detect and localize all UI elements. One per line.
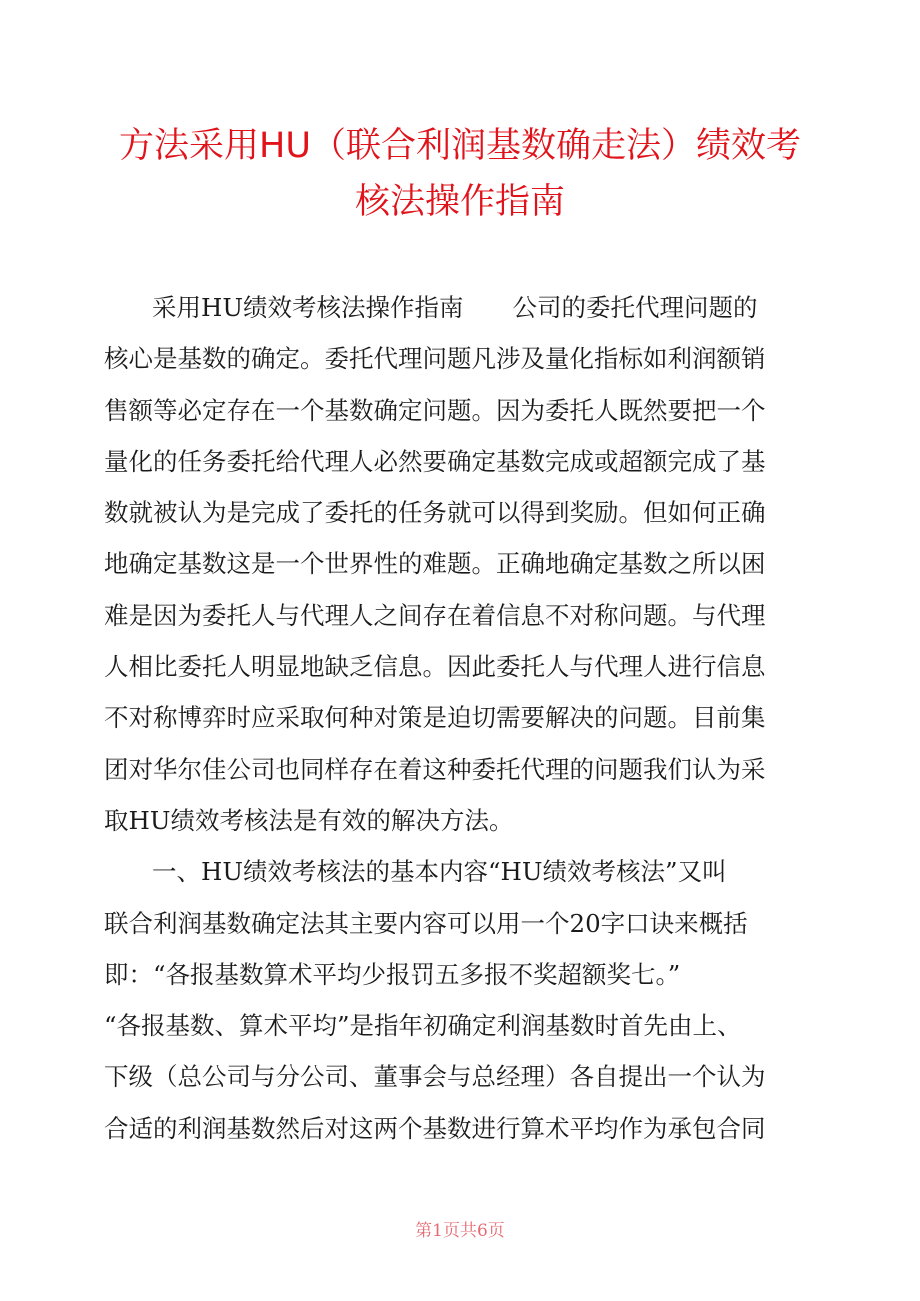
body-line: 难是因为委托人与代理人之间存在着信息不对称问题。与代理 (104, 600, 766, 630)
body-line: 一、HU绩效考核法的基本内容“HU绩效考核法”又叫 (152, 857, 727, 887)
body-line: 量化的任务委托给代理人必然要确定基数完成或超额完成了基 (104, 446, 766, 476)
title-line: 核法操作指南 (354, 182, 565, 222)
body-line: 团对华尔佳公司也同样存在着这种委托代理的问题我们认为采 (104, 754, 766, 784)
body-line: 下级（总公司与分公司、董事会与总经理）各自提出一个认为 (104, 1062, 766, 1092)
body-line: “各报基数、算术平均”是指年初确定利润基数时首先由上、 (104, 1011, 742, 1041)
body-line: 即：“各报基数算术平均少报罚五多报不奖超额奖七。” (104, 959, 681, 989)
body-line: 售额等必定存在一个基数确定问题。因为委托人既然要把一个 (104, 395, 766, 425)
body-line: 取HU绩效考核法是有效的解决方法。 (104, 805, 514, 835)
body-line: 合适的利润基数然后对这两个基数进行算术平均作为承包合同 (104, 1113, 766, 1143)
page-number-footer: 第1页共6页 (415, 1221, 505, 1241)
body-line: 不对称博弈时应采取何种对策是迫切需要解决的问题。目前集 (104, 703, 766, 733)
document-title (100, 118, 820, 230)
document-body (104, 282, 794, 1154)
body-line: 联合利润基数确定法其主要内容可以用一个20字口诀来概括 (104, 908, 748, 938)
body-line: 采用HU绩效考核法操作指南 公司的委托代理问题的 (152, 293, 758, 322)
body-line: 核心是基数的确定。委托代理问题凡涉及量化指标如利润额销 (104, 344, 766, 374)
body-line: 地确定基数这是一个世界性的难题。正确地确定基数之所以困 (104, 549, 766, 579)
body-line: 人相比委托人明显地缺乏信息。因此委托人与代理人进行信息 (104, 652, 766, 682)
title-line: 方法采用HU（联合利润基数确走法）绩效考 (119, 126, 801, 166)
body-line: 数就被认为是完成了委托的任务就可以得到奖励。但如何正确 (104, 498, 766, 528)
